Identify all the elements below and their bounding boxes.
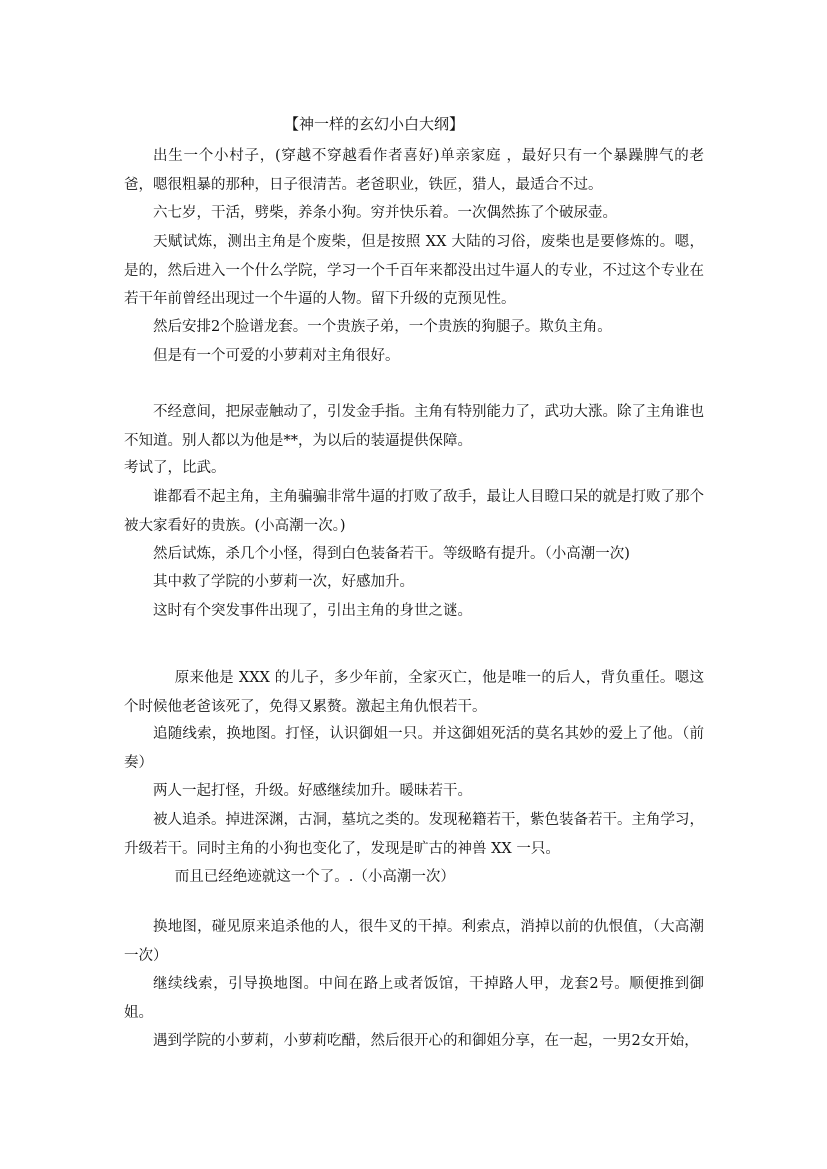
paragraph-7: 考试了，比武。 [124, 460, 226, 476]
paragraph-1: 出生一个小村子，(穿越不穿越看作者喜好)单亲家庭 ，最好只有一个暴躁脾气的老爸，嗯很粗暴的那种，日子很清苦。老爸职业，铁匠，猎人，最适合不过。 [124, 148, 704, 193]
paragraph-12: 原来他是 XXX 的儿子，多少年前，全家灭亡，他是唯一的后人，背负重任。嗯这个时候他老爸该死了，免得又累赘。激起主角仇恨若干。 [124, 670, 704, 715]
paragraph-6: 不经意间，把尿壶触动了，引发金手指。主角有特别能力了，武功大涨。除了主角谁也不知道。别人都以为他是**，为以后的装逼提供保障。 [124, 404, 704, 449]
paragraph-9: 然后试炼，杀几个小怪，得到白色装备若干。等级略有提升。（小高潮一次) [153, 546, 630, 562]
paragraph-8: 谁都看不起主角，主角骗骗非常牛逼的打败了敌手，最让人目瞪口呆的就是打败了那个被大家看好的贵族。(小高潮一次。) [124, 489, 704, 534]
paragraph-3: 天赋试炼，测出主角是个废柴，但是按照 XX 大陆的习俗，废柴也是要修炼的。嗯，是的，然后进入一个什么学院，学习一个千百年来都没出过牛逼人的专业，不过这个专业在若干年前曾经出现过一个牛逼的人物。留下升级的克预见性。 [124, 234, 704, 307]
paragraph-5: 但是有一个可爱的小萝莉对主角很好。 [153, 348, 400, 364]
paragraph-4: 然后安排2个脸谱龙套。一个贵族子弟，一个贵族的狗腿子。欺负主角。 [153, 319, 612, 335]
paragraph-11: 这时有个突发事件出现了，引出主角的身世之谜。 [153, 603, 472, 619]
paragraph-10: 其中救了学院的小萝莉一次，好感加升。 [153, 574, 414, 590]
paragraph-2: 六七岁，干活，劈柴，养条小狗。穷并快乐着。一次偶然拣了个破尿壶。 [153, 205, 617, 221]
paragraph-13: 追随线索，换地图。打怪，认识御姐一只。并这御姐死活的莫名其妙的爱上了他。（前奏） [124, 726, 704, 771]
paragraph-14: 两人一起打怪，升级。好感继续加升。暖昧若干。 [153, 783, 472, 799]
paragraph-17: 换地图，碰见原来追杀他的人，很牛叉的干掉。利索点，消掉以前的仇恨值，（大高潮一次） [124, 919, 704, 964]
paragraph-15: 被人追杀。掉进深渊，古洞，墓坑之类的。发现秘籍若干，紫色装备若干。主角学习，升级若干。同时主角的小狗也变化了，发现是旷古的神兽 XX 一只。 [124, 812, 704, 857]
paragraph-16: 而且已经绝迹就这一个了。.（小高潮一次） [174, 869, 455, 885]
paragraph-18: 继续线索，引导换地图。中间在路上或者饭馆，干掉路人甲，龙套2号。顺便推到御姐。 [124, 976, 704, 1021]
document-title: 【神一样的玄幻小白大纲】 [284, 115, 465, 133]
paragraph-19: 遇到学院的小萝莉，小萝莉吃醋，然后很开心的和御姐分享，在一起，一男2女开始， [153, 1033, 699, 1049]
